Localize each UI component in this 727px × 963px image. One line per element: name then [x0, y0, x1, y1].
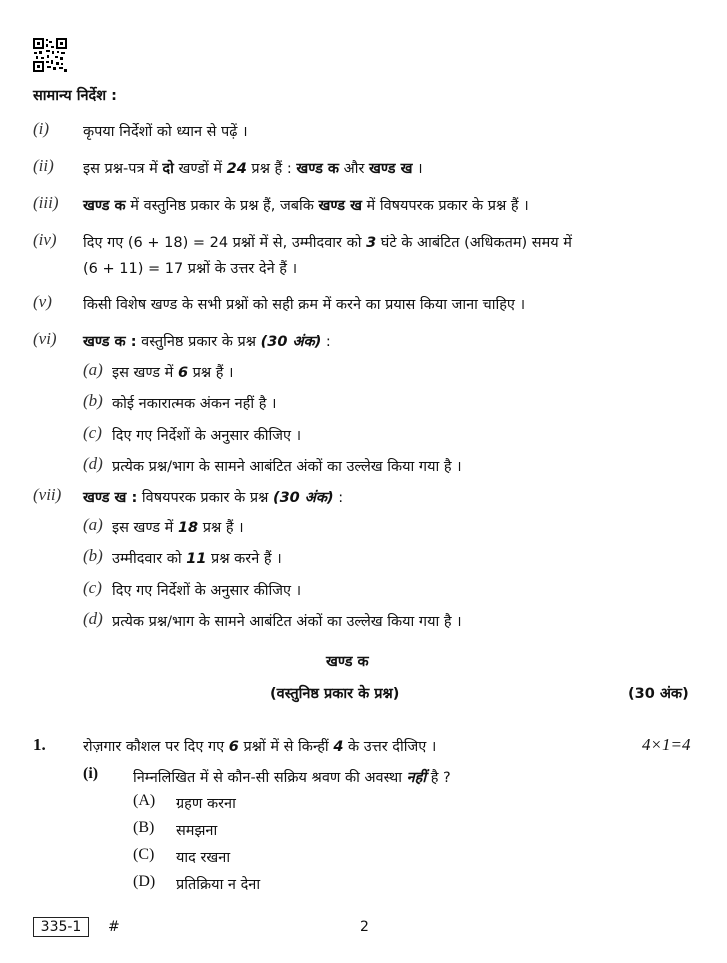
option-text: प्रतिक्रिया न देना — [176, 877, 261, 893]
sub-instruction-number: (b) — [83, 391, 103, 410]
section-title: खण्ड क — [326, 654, 369, 670]
instruction-number: (v) — [33, 292, 52, 311]
instruction-text: किसी विशेष खण्ड के सभी प्रश्नों को सही क्रम में करने का प्रयास किया जाना चाहिए । — [83, 297, 526, 313]
option-text: ग्रहण करना — [176, 796, 236, 812]
sub-instruction-text: दिए गए निर्देशों के अनुसार कीजिए । — [112, 583, 302, 599]
instruction-text: खण्ड क : वस्तुनिष्ठ प्रकार के प्रश्न (30 अंक) : — [83, 334, 331, 350]
question-text: रोज़गार कौशल पर दिए गए 6 प्रश्नों में से किन्हीं 4 के उत्तर दीजिए । — [83, 739, 437, 755]
instruction-number: (iii) — [33, 193, 59, 212]
option-label: (C) — [133, 846, 155, 863]
sub-instruction-text: दिए गए निर्देशों के अनुसार कीजिए । — [112, 428, 302, 444]
question-part-number: (i) — [83, 765, 99, 782]
instruction-text: दिए गए (6 + 18) = 24 प्रश्नों में से, उम्मीदवार को 3 घंटे के आबंटित (अधिकतम) समय में — [83, 235, 572, 251]
sub-instruction-number: (a) — [83, 360, 103, 379]
section-subtitle: (वस्तुनिष्ठ प्रकार के प्रश्न) — [270, 686, 400, 702]
sub-instruction-number: (d) — [83, 609, 103, 628]
sub-instruction-text: उम्मीदवार को 11 प्रश्न करने हैं । — [112, 551, 282, 567]
option-label: (D) — [133, 873, 156, 890]
paper-code: 335-1 — [33, 917, 89, 937]
sub-instruction-text: कोई नकारात्मक अंकन नहीं है । — [112, 396, 277, 412]
sub-instruction-number: (d) — [83, 454, 103, 473]
instruction-text: इस प्रश्न-पत्र में दो खण्डों में 24 प्रश्न हैं : खण्ड क और खण्ड ख । — [83, 161, 423, 177]
instruction-text: खण्ड क में वस्तुनिष्ठ प्रकार के प्रश्न हैं, जबकि खण्ड ख में विषयपरक प्रकार के प्रश्न हैं । — [83, 198, 529, 214]
option-text: समझना — [176, 823, 218, 839]
sub-instruction-number: (a) — [83, 515, 103, 534]
page-number: 2 — [360, 919, 369, 935]
option-label: (B) — [133, 819, 155, 836]
sub-instruction-number: (c) — [83, 423, 102, 442]
qr-code-icon — [33, 38, 67, 72]
instruction-number: (vii) — [33, 485, 62, 504]
instruction-text: खण्ड ख : विषयपरक प्रकार के प्रश्न (30 अंक) : — [83, 490, 344, 506]
sub-instruction-text: प्रत्येक प्रश्न/भाग के सामने आबंटित अंकों का उल्लेख किया गया है । — [112, 614, 462, 630]
sub-instruction-number: (c) — [83, 578, 102, 597]
sub-instruction-text: प्रत्येक प्रश्न/भाग के सामने आबंटित अंकों का उल्लेख किया गया है । — [112, 459, 462, 475]
option-text: याद रखना — [176, 850, 231, 866]
instructions-heading: सामान्य निर्देश : — [33, 88, 117, 104]
instruction-number: (ii) — [33, 156, 54, 175]
instruction-number: (vi) — [33, 329, 57, 348]
sub-instruction-text: इस खण्ड में 18 प्रश्न हैं । — [112, 520, 244, 536]
instruction-text-continued: (6 + 11) = 17 प्रश्नों के उत्तर देने हैं । — [83, 261, 298, 277]
question-marks: 4×1=4 — [642, 735, 691, 754]
question-number: 1. — [33, 735, 46, 754]
footer-hash: # — [108, 919, 120, 935]
sub-instruction-number: (b) — [83, 546, 103, 565]
question-part-text: निम्नलिखित में से कौन-सी सक्रिय श्रवण की अवस्था नहीं है ? — [133, 770, 451, 786]
instruction-text: कृपया निर्देशों को ध्यान से पढ़ें । — [83, 124, 248, 140]
section-marks: (30 अंक) — [628, 686, 689, 702]
option-label: (A) — [133, 792, 156, 809]
instruction-number: (iv) — [33, 230, 57, 249]
instruction-number: (i) — [33, 119, 50, 138]
sub-instruction-text: इस खण्ड में 6 प्रश्न हैं । — [112, 365, 234, 381]
